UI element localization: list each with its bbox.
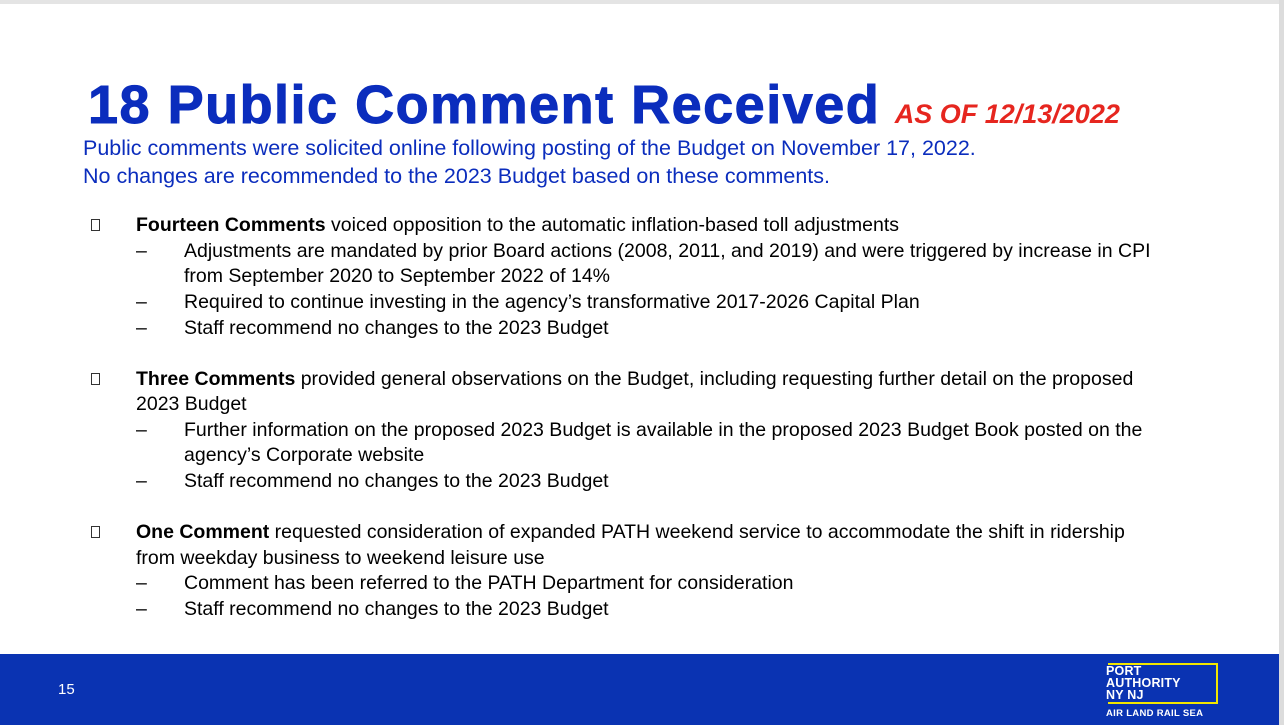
logo-line: PORT	[1106, 664, 1142, 678]
dash-bullet: –	[136, 597, 147, 620]
list-item	[88, 571, 1168, 597]
section-text: provided general observations on the Budget, including requesting further detail on the proposed 2023 Budget	[136, 367, 1134, 416]
sub-item-text: Comment has been referred to the PATH Department for consideration	[184, 572, 794, 595]
footer-bar	[0, 654, 1279, 725]
dash-bullet: –	[136, 316, 147, 339]
sub-item-text: Staff recommend no changes to the 2023 Budget	[184, 470, 609, 493]
section-lead: One Comment	[136, 521, 270, 544]
list-item	[88, 597, 1168, 623]
sub-item-text: Staff recommend no changes to the 2023 Budget	[184, 597, 609, 620]
section-text: requested consideration of expanded PATH weekend service to accommodate the shift in ridership from weekday business to weekend leisure use	[136, 521, 1125, 569]
section-heading	[88, 520, 1168, 571]
dash-bullet: –	[136, 291, 147, 314]
dash-bullet: –	[136, 572, 147, 595]
sub-list	[88, 571, 1168, 623]
checkbox-bullet-icon	[91, 373, 100, 385]
sub-list	[88, 418, 1168, 495]
sub-item-text: Required to continue investing in the agency’s transformative 2017-2026 Capital Plan	[184, 291, 920, 314]
dash-bullet: –	[136, 470, 147, 493]
comment-section-one	[88, 520, 1168, 623]
list-item	[88, 418, 1168, 470]
subtitle	[83, 134, 976, 190]
comment-section-fourteen	[88, 213, 1168, 342]
window-edge	[1279, 0, 1284, 725]
as-of-date: AS OF 12/13/2022	[894, 99, 1120, 129]
section-heading	[88, 367, 1168, 418]
page-title: 18 Public Comment Received	[88, 75, 881, 135]
checkbox-bullet-icon	[91, 219, 100, 231]
section-text: voiced opposition to the automatic inflation-based toll adjustments	[325, 214, 900, 236]
subtitle-line: No changes are recommended to the 2023 Budget based on these comments.	[83, 164, 830, 188]
section-lead: Three Comments	[136, 367, 296, 390]
list-item	[88, 239, 1168, 291]
comment-sections	[88, 213, 1168, 648]
section-heading	[88, 213, 1168, 239]
checkbox-bullet-icon	[91, 526, 100, 538]
sub-item-text: Adjustments are mandated by prior Board actions (2008, 2011, and 2019) and were triggered by increase in CPI from September 2020 to September 2022 of 14%	[184, 239, 1151, 288]
sub-item-text: Staff recommend no changes to the 2023 Budget	[184, 316, 609, 339]
logo-tagline: AIR LAND RAIL SEA	[1106, 708, 1204, 719]
comment-section-three	[88, 367, 1168, 495]
port-authority-logo	[1106, 662, 1226, 718]
list-item	[88, 290, 1168, 316]
page-number: 15	[58, 681, 75, 698]
list-item	[88, 469, 1168, 495]
logo-line: AUTHORITY	[1106, 676, 1181, 690]
title-row	[88, 74, 1120, 136]
list-item	[88, 316, 1168, 342]
dash-bullet: –	[136, 418, 147, 441]
dash-bullet: –	[136, 239, 147, 262]
subtitle-line: Public comments were solicited online following posting of the Budget on November 17, 2022.	[83, 136, 976, 160]
sub-list	[88, 239, 1168, 342]
sub-item-text: Further information on the proposed 2023 Budget is available in the proposed 2023 Budget Book posted on the agency’s Corporate website	[184, 418, 1143, 467]
logo-line: NY NJ	[1106, 688, 1144, 702]
section-lead: Fourteen Comments	[136, 214, 326, 236]
